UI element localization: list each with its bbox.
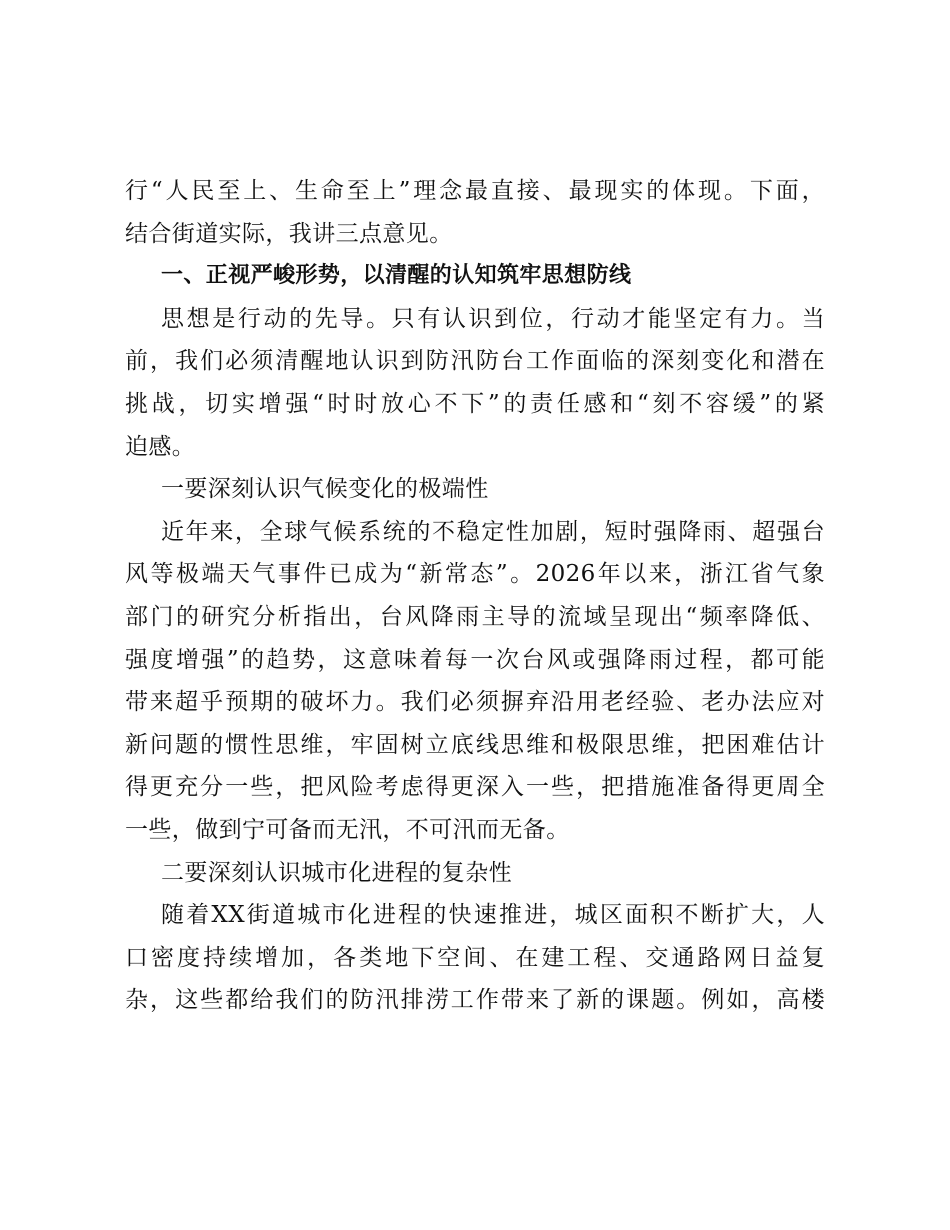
- paragraph-line: 前，我们必须清醒地认识到防汛防台工作面临的深刻变化和潜在: [125, 348, 825, 375]
- paragraph-line: 一些，做到宁可备而无汛，不可汛而无备。: [125, 816, 570, 843]
- paragraph-line: 部门的研究分析指出，台风降雨主导的流域呈现出“频率降低、: [125, 603, 825, 630]
- paragraph-line: 风等极端天气事件已成为“新常态”。2026年以来，浙江省气象: [125, 561, 825, 588]
- paragraph-line: 得更充分一些，把风险考虑得更深入一些，把措施准备得更周全: [125, 774, 825, 801]
- paragraph-line: 杂，这些都给我们的防汛排涝工作带来了新的课题。例如，高楼: [125, 987, 825, 1014]
- section-heading: 一、正视严峻形势，以清醒的认知筑牢思想防线: [161, 263, 632, 289]
- paragraph-line: 随着XX街道城市化进程的快速推进，城区面积不断扩大，人: [161, 902, 825, 929]
- paragraph-line: 行“人民至上、生命至上”理念最直接、最现实的体现。下面，: [125, 178, 825, 204]
- paragraph-line: 带来超乎预期的破坏力。我们必须摒弃沿用老经验、老办法应对: [125, 689, 825, 716]
- paragraph-line: 口密度持续增加，各类地下空间、在建工程、交通路网日益复: [125, 944, 825, 971]
- paragraph-line: 强度增强”的趋势，这意味着每一次台风或强降雨过程，都可能: [125, 646, 825, 673]
- subsection-heading: 一要深刻认识气候变化的极端性: [161, 476, 489, 503]
- paragraph-line: 迫感。: [125, 433, 196, 460]
- paragraph-line: 思想是行动的先导。只有认识到位，行动才能坚定有力。当: [161, 305, 825, 332]
- paragraph-line: 挑战，切实增强“时时放心不下”的责任感和“刻不容缓”的紧: [125, 390, 825, 417]
- paragraph-line: 新问题的惯性思维，牢固树立底线思维和极限思维，把困难估计: [125, 731, 825, 758]
- subsection-heading: 二要深刻认识城市化进程的复杂性: [161, 859, 512, 886]
- paragraph-line: 结合街道实际，我讲三点意见。: [125, 220, 453, 247]
- paragraph-line: 近年来，全球气候系统的不稳定性加剧，短时强降雨、超强台: [161, 518, 825, 545]
- document-body: [125, 170, 825, 1022]
